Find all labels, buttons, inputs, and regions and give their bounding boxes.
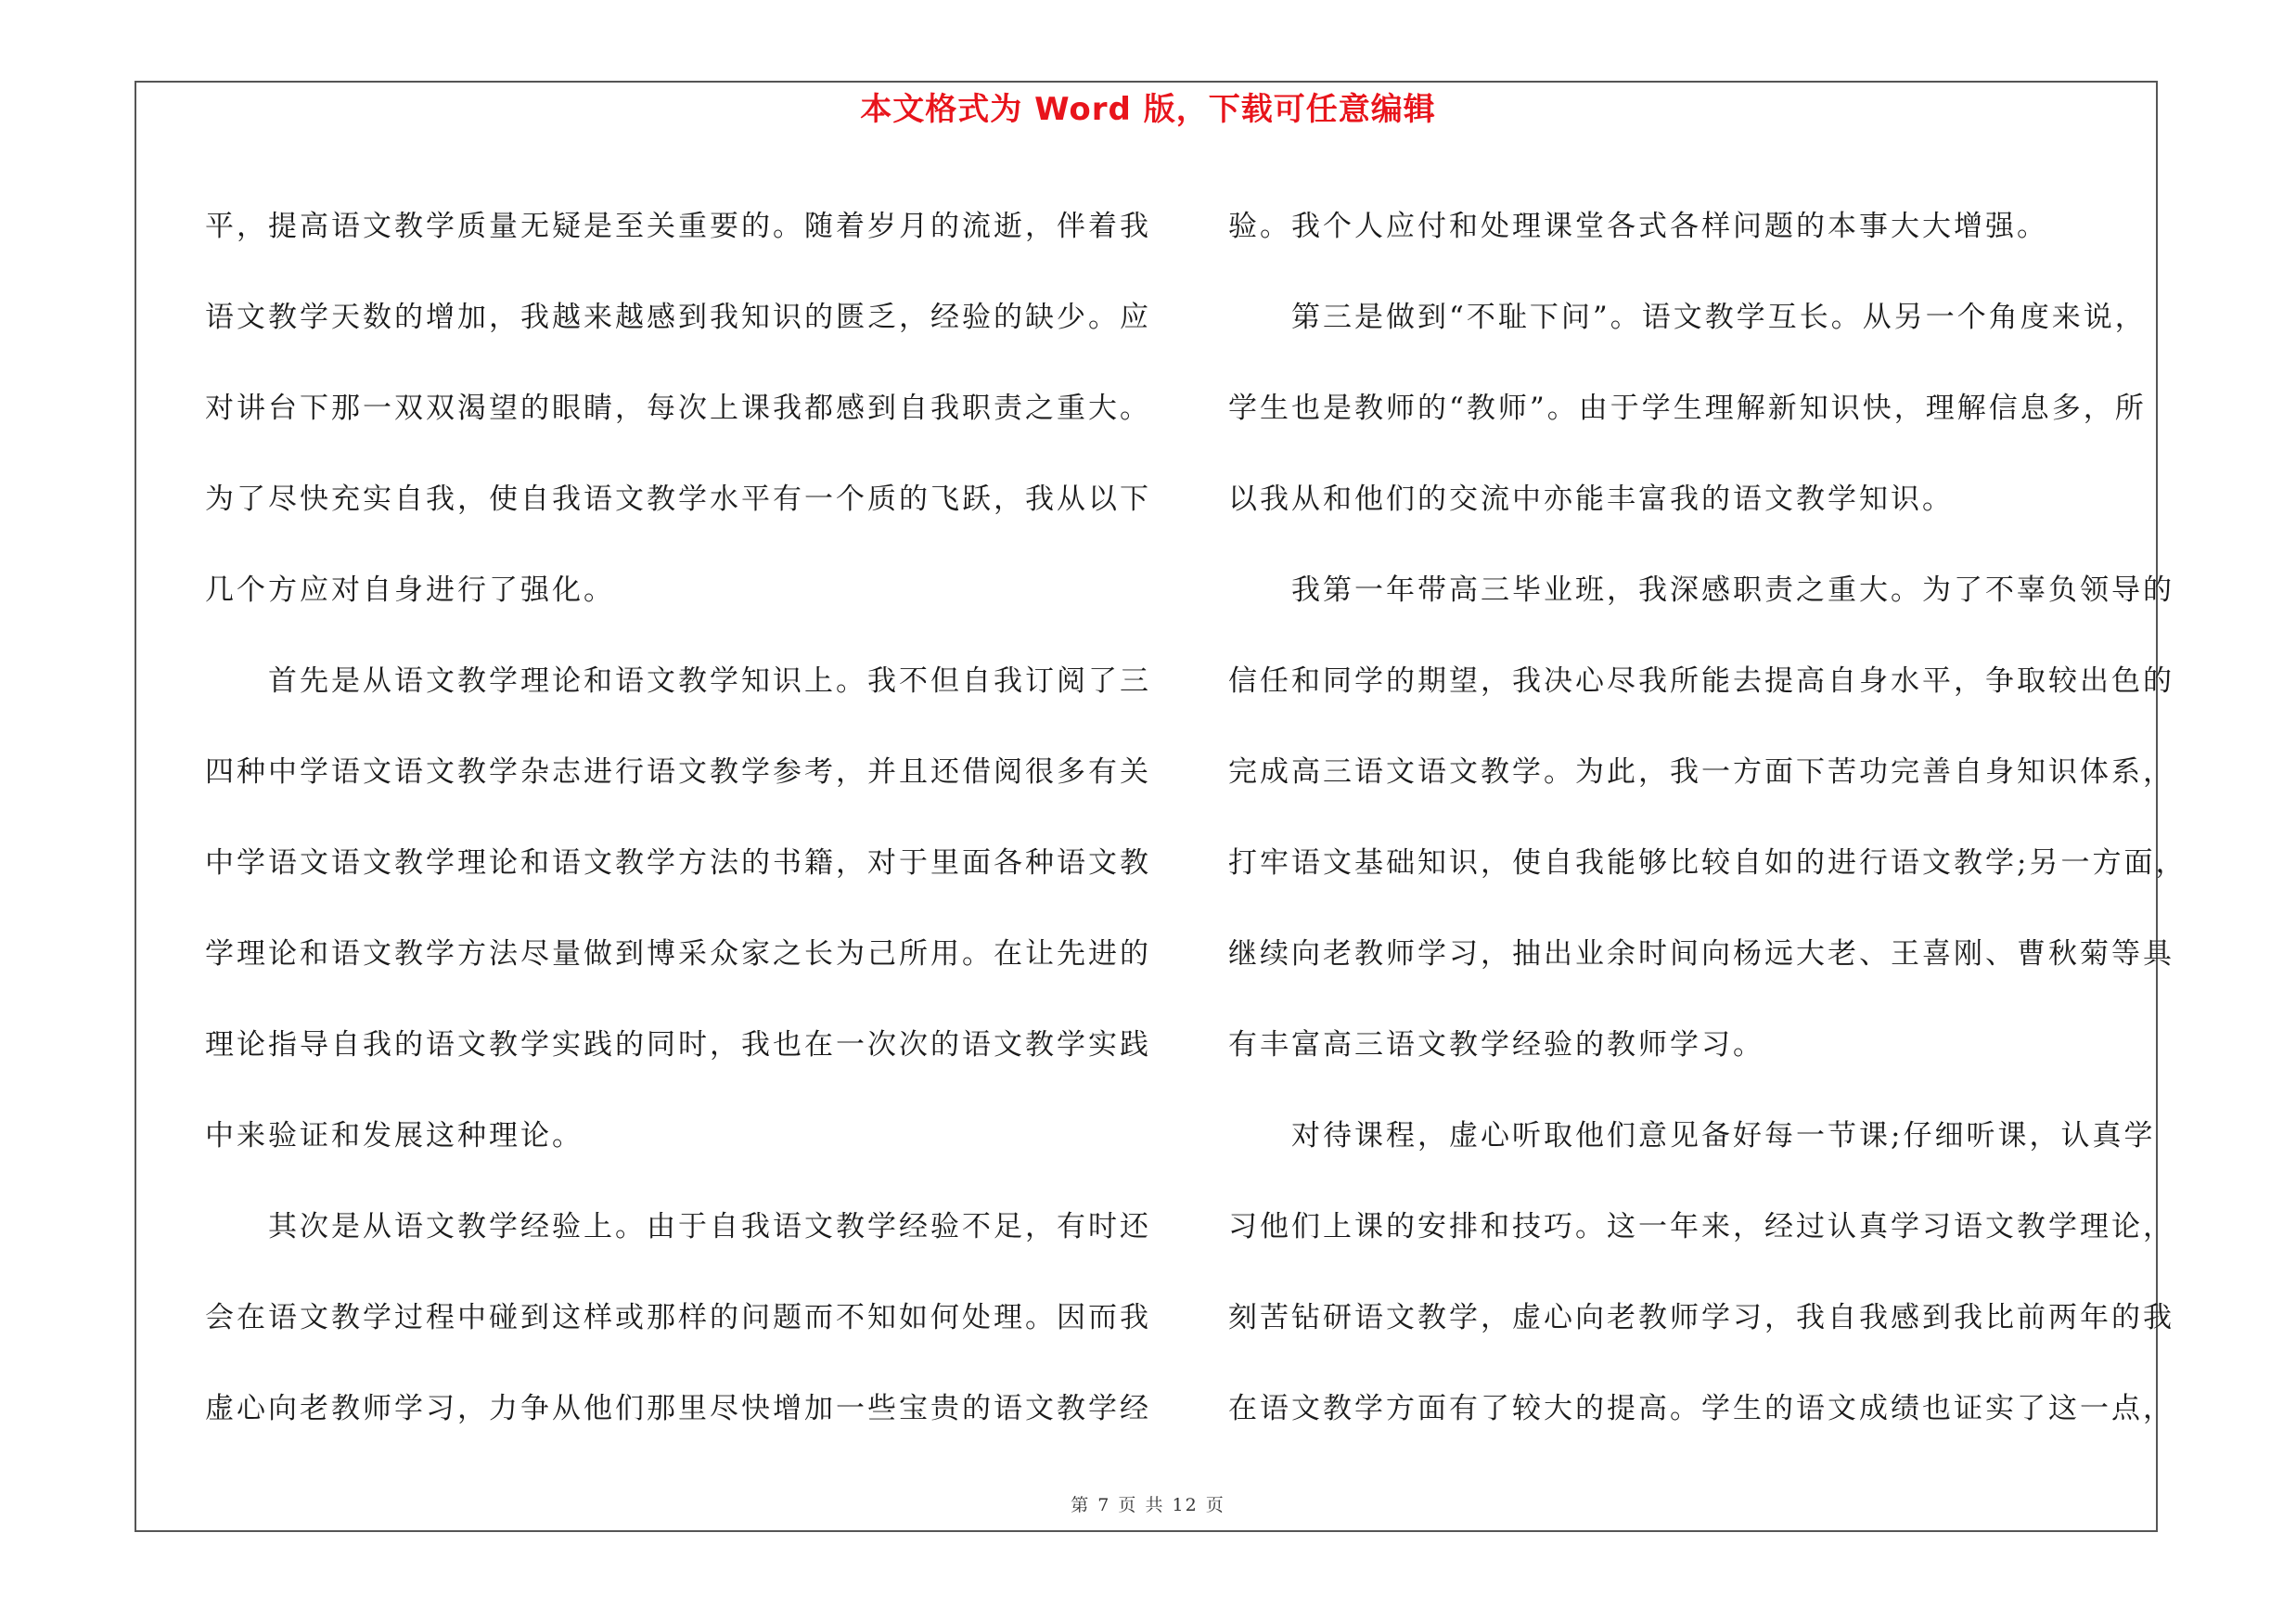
text-line: 以我从和他们的交流中亦能丰富我的语文教学知识。 — [1228, 483, 1954, 516]
text-line: 对讲台下那一双双渴望的眼睛，每次上课我都感到自我职责之重大。 — [205, 392, 1151, 425]
text-line: 刻苦钻研语文教学，虚心向老教师学习，我自我感到我比前两年的我 — [1228, 1301, 2174, 1334]
text-line: 为了尽快充实自我，使自我语文教学水平有一个质的飞跃，我从以下 — [205, 483, 1151, 516]
text-line: 第三是做到“不耻下问”。语文教学互长。从另一个角度来说， — [1228, 301, 2147, 334]
text-line: 虚心向老教师学习，力争从他们那里尽快增加一些宝贵的语文教学经 — [205, 1392, 1151, 1425]
text-line: 打牢语文基础知识，使自我能够比较自如的进行语文教学;另一方面， — [1228, 846, 2187, 880]
text-line: 继续向老教师学习，抽出业余时间向杨远大老、王喜刚、曹秋菊等具 — [1228, 937, 2174, 971]
text-line: 会在语文教学过程中碰到这样或那样的问题而不知如何处理。因而我 — [205, 1301, 1151, 1334]
text-line: 四种中学语文语文教学杂志进行语文教学参考，并且还借阅很多有关 — [205, 755, 1151, 789]
text-line: 我第一年带高三毕业班，我深感职责之重大。为了不辜负领导的 — [1228, 573, 2174, 607]
text-line: 语文教学天数的增加，我越来越感到我知识的匮乏，经验的缺少。应 — [205, 301, 1151, 334]
text-line: 几个方应对自身进行了强化。 — [205, 573, 615, 607]
text-line: 中来验证和发展这种理论。 — [205, 1119, 584, 1153]
text-line: 信任和同学的期望，我决心尽我所能去提高自身水平，争取较出色的 — [1228, 664, 2174, 698]
text-line: 学生也是教师的“教师”。由于学生理解新知识快，理解信息多，所 — [1228, 392, 2147, 425]
text-line: 中学语文语文教学理论和语文教学方法的书籍，对于里面各种语文教 — [205, 846, 1151, 880]
right-text-column — [1228, 181, 2187, 1454]
text-line: 学理论和语文教学方法尽量做到博采众家之长为己所用。在让先进的 — [205, 937, 1151, 971]
text-line: 对待课程，虚心听取他们意见备好每一节课;仔细听课，认真学 — [1228, 1119, 2156, 1153]
text-line: 验。我个人应付和处理课堂各式各样问题的本事大大增强。 — [1228, 210, 2048, 243]
text-line: 理论指导自我的语文教学实践的同时，我也在一次次的语文教学实践 — [205, 1028, 1151, 1062]
left-text-column — [205, 181, 1151, 1454]
text-line: 习他们上课的安排和技巧。这一年来，经过认真学习语文教学理论， — [1228, 1210, 2174, 1243]
word-format-notice: 本文格式为 Word 版，下载可任意编辑 — [860, 91, 1436, 128]
page-number: 第 7 页 共 12 页 — [1071, 1495, 1225, 1515]
text-line: 其次是从语文教学经验上。由于自我语文教学经验不足，有时还 — [205, 1210, 1151, 1243]
text-line: 有丰富高三语文教学经验的教师学习。 — [1228, 1028, 1764, 1062]
text-line: 在语文教学方面有了较大的提高。学生的语文成绩也证实了这一点， — [1228, 1392, 2174, 1425]
text-line: 完成高三语文语文教学。为此，我一方面下苦功完善自身知识体系， — [1228, 755, 2174, 789]
text-line: 平，提高语文教学质量无疑是至关重要的。随着岁月的流逝，伴着我 — [205, 210, 1151, 243]
text-line: 首先是从语文教学理论和语文教学知识上。我不但自我订阅了三 — [205, 664, 1151, 698]
